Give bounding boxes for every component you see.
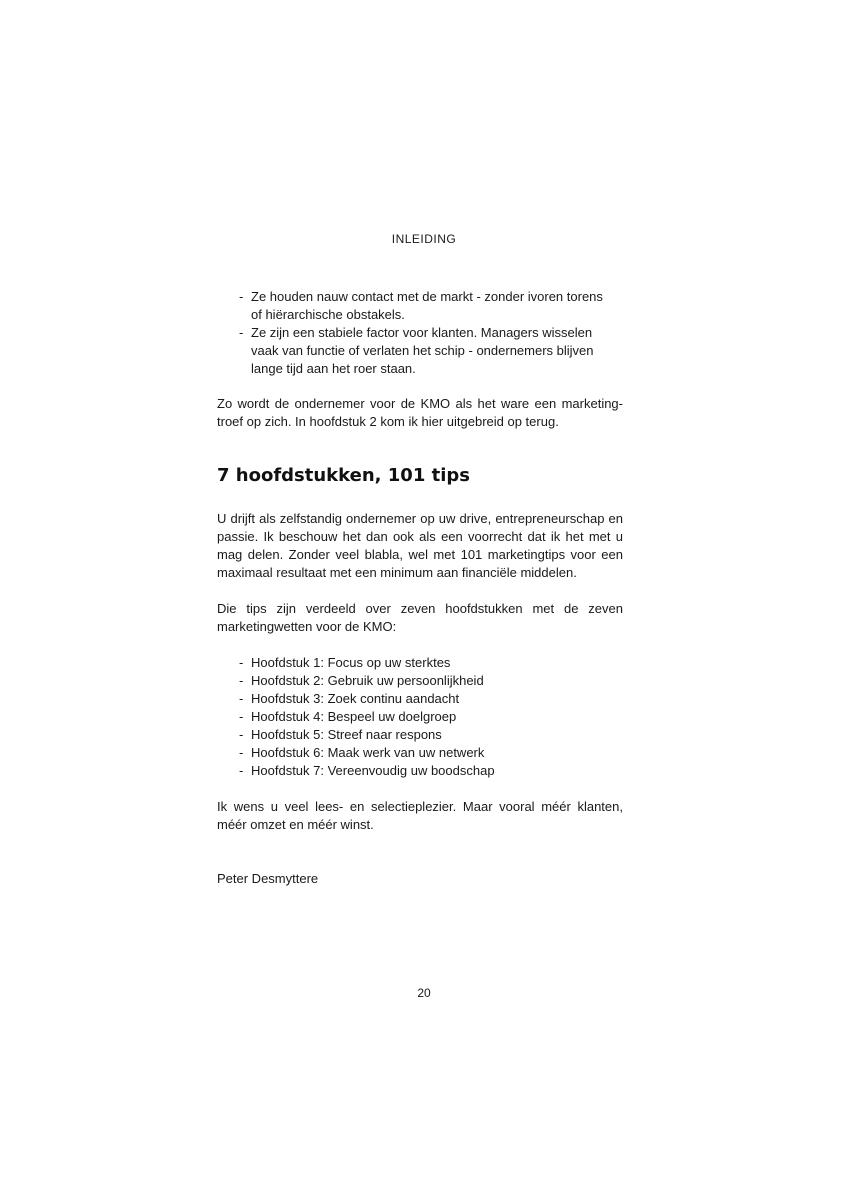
paragraph-intro: U drijft als zelfstandig ondernemer op uw drive, entrepreneurschap en passie. Ik beschouw het dan ook als een voorrecht dat ik het met u mag delen. Zonder veel blabla, wel met 101 marketingtips voor een maximaal resultaat met een minimum aan financiële middelen.: [217, 511, 623, 580]
bullet-line: Ze houden nauw contact met de markt - zonder ivoren torens: [251, 289, 603, 304]
chapter-text: Hoofdstuk 4: Bespeel uw doelgroep: [251, 709, 457, 724]
bullet-dash: -: [239, 763, 244, 778]
bullet-dash: -: [239, 709, 244, 724]
bullet-dash: -: [239, 727, 244, 742]
page-content: [217, 288, 623, 888]
paragraph-tips: Die tips zijn verdeeld over zeven hoofdstukken met de zeven marketingwetten voor de KMO:: [217, 601, 623, 634]
chapter-item: [217, 654, 623, 672]
chapter-item: [217, 708, 623, 726]
top-bullet-list: [217, 288, 623, 378]
page-number: 20: [417, 986, 431, 1000]
bullet-dash: -: [239, 673, 244, 688]
bullet-dash: -: [239, 745, 244, 760]
chapter-item: [217, 744, 623, 762]
chapter-text: Hoofdstuk 5: Streef naar respons: [251, 727, 442, 742]
section-heading: 7 hoofdstukken, 101 tips: [217, 465, 470, 486]
chapter-text: Hoofdstuk 6: Maak werk van uw netwerk: [251, 745, 485, 760]
chapter-item: [217, 762, 623, 780]
chapter-item: [217, 690, 623, 708]
bullet-dash: -: [239, 655, 244, 670]
chapter-item: [217, 726, 623, 744]
bullet-dash: -: [239, 289, 244, 304]
bullet-item: [217, 324, 623, 378]
chapter-text: Hoofdstuk 3: Zoek continu aandacht: [251, 691, 460, 706]
chapter-text: Hoofdstuk 7: Vereenvoudig uw boodschap: [251, 763, 495, 778]
chapter-text: Hoofdstuk 1: Focus op uw sterktes: [251, 655, 451, 670]
bullet-dash: -: [239, 325, 244, 340]
bullet-item: [217, 288, 623, 324]
paragraph-kmo: Zo wordt de ondernemer voor de KMO als het ware een marketing-troef op zich. In hoofdstuk 2 kom ik hier uitgebreid op terug.: [217, 396, 623, 429]
bullet-line: lange tijd aan het roer staan.: [251, 361, 416, 376]
bullet-line: of hiërarchische obstakels.: [251, 307, 405, 322]
paragraph-wish: Ik wens u veel lees- en selectieplezier. Maar vooral méér klanten, méér omzet en méér winst.: [217, 799, 623, 832]
author-signature: Peter Desmyttere: [217, 871, 319, 886]
chapter-list: [217, 654, 623, 780]
bullet-line: vaak van functie of verlaten het schip - ondernemers blijven: [251, 343, 594, 358]
bullet-dash: -: [239, 691, 244, 706]
bullet-line: Ze zijn een stabiele factor voor klanten. Managers wisselen: [251, 325, 593, 340]
running-head: INLEIDING: [391, 232, 457, 246]
chapter-text: Hoofdstuk 2: Gebruik uw persoonlijkheid: [251, 673, 484, 688]
chapter-item: [217, 672, 623, 690]
